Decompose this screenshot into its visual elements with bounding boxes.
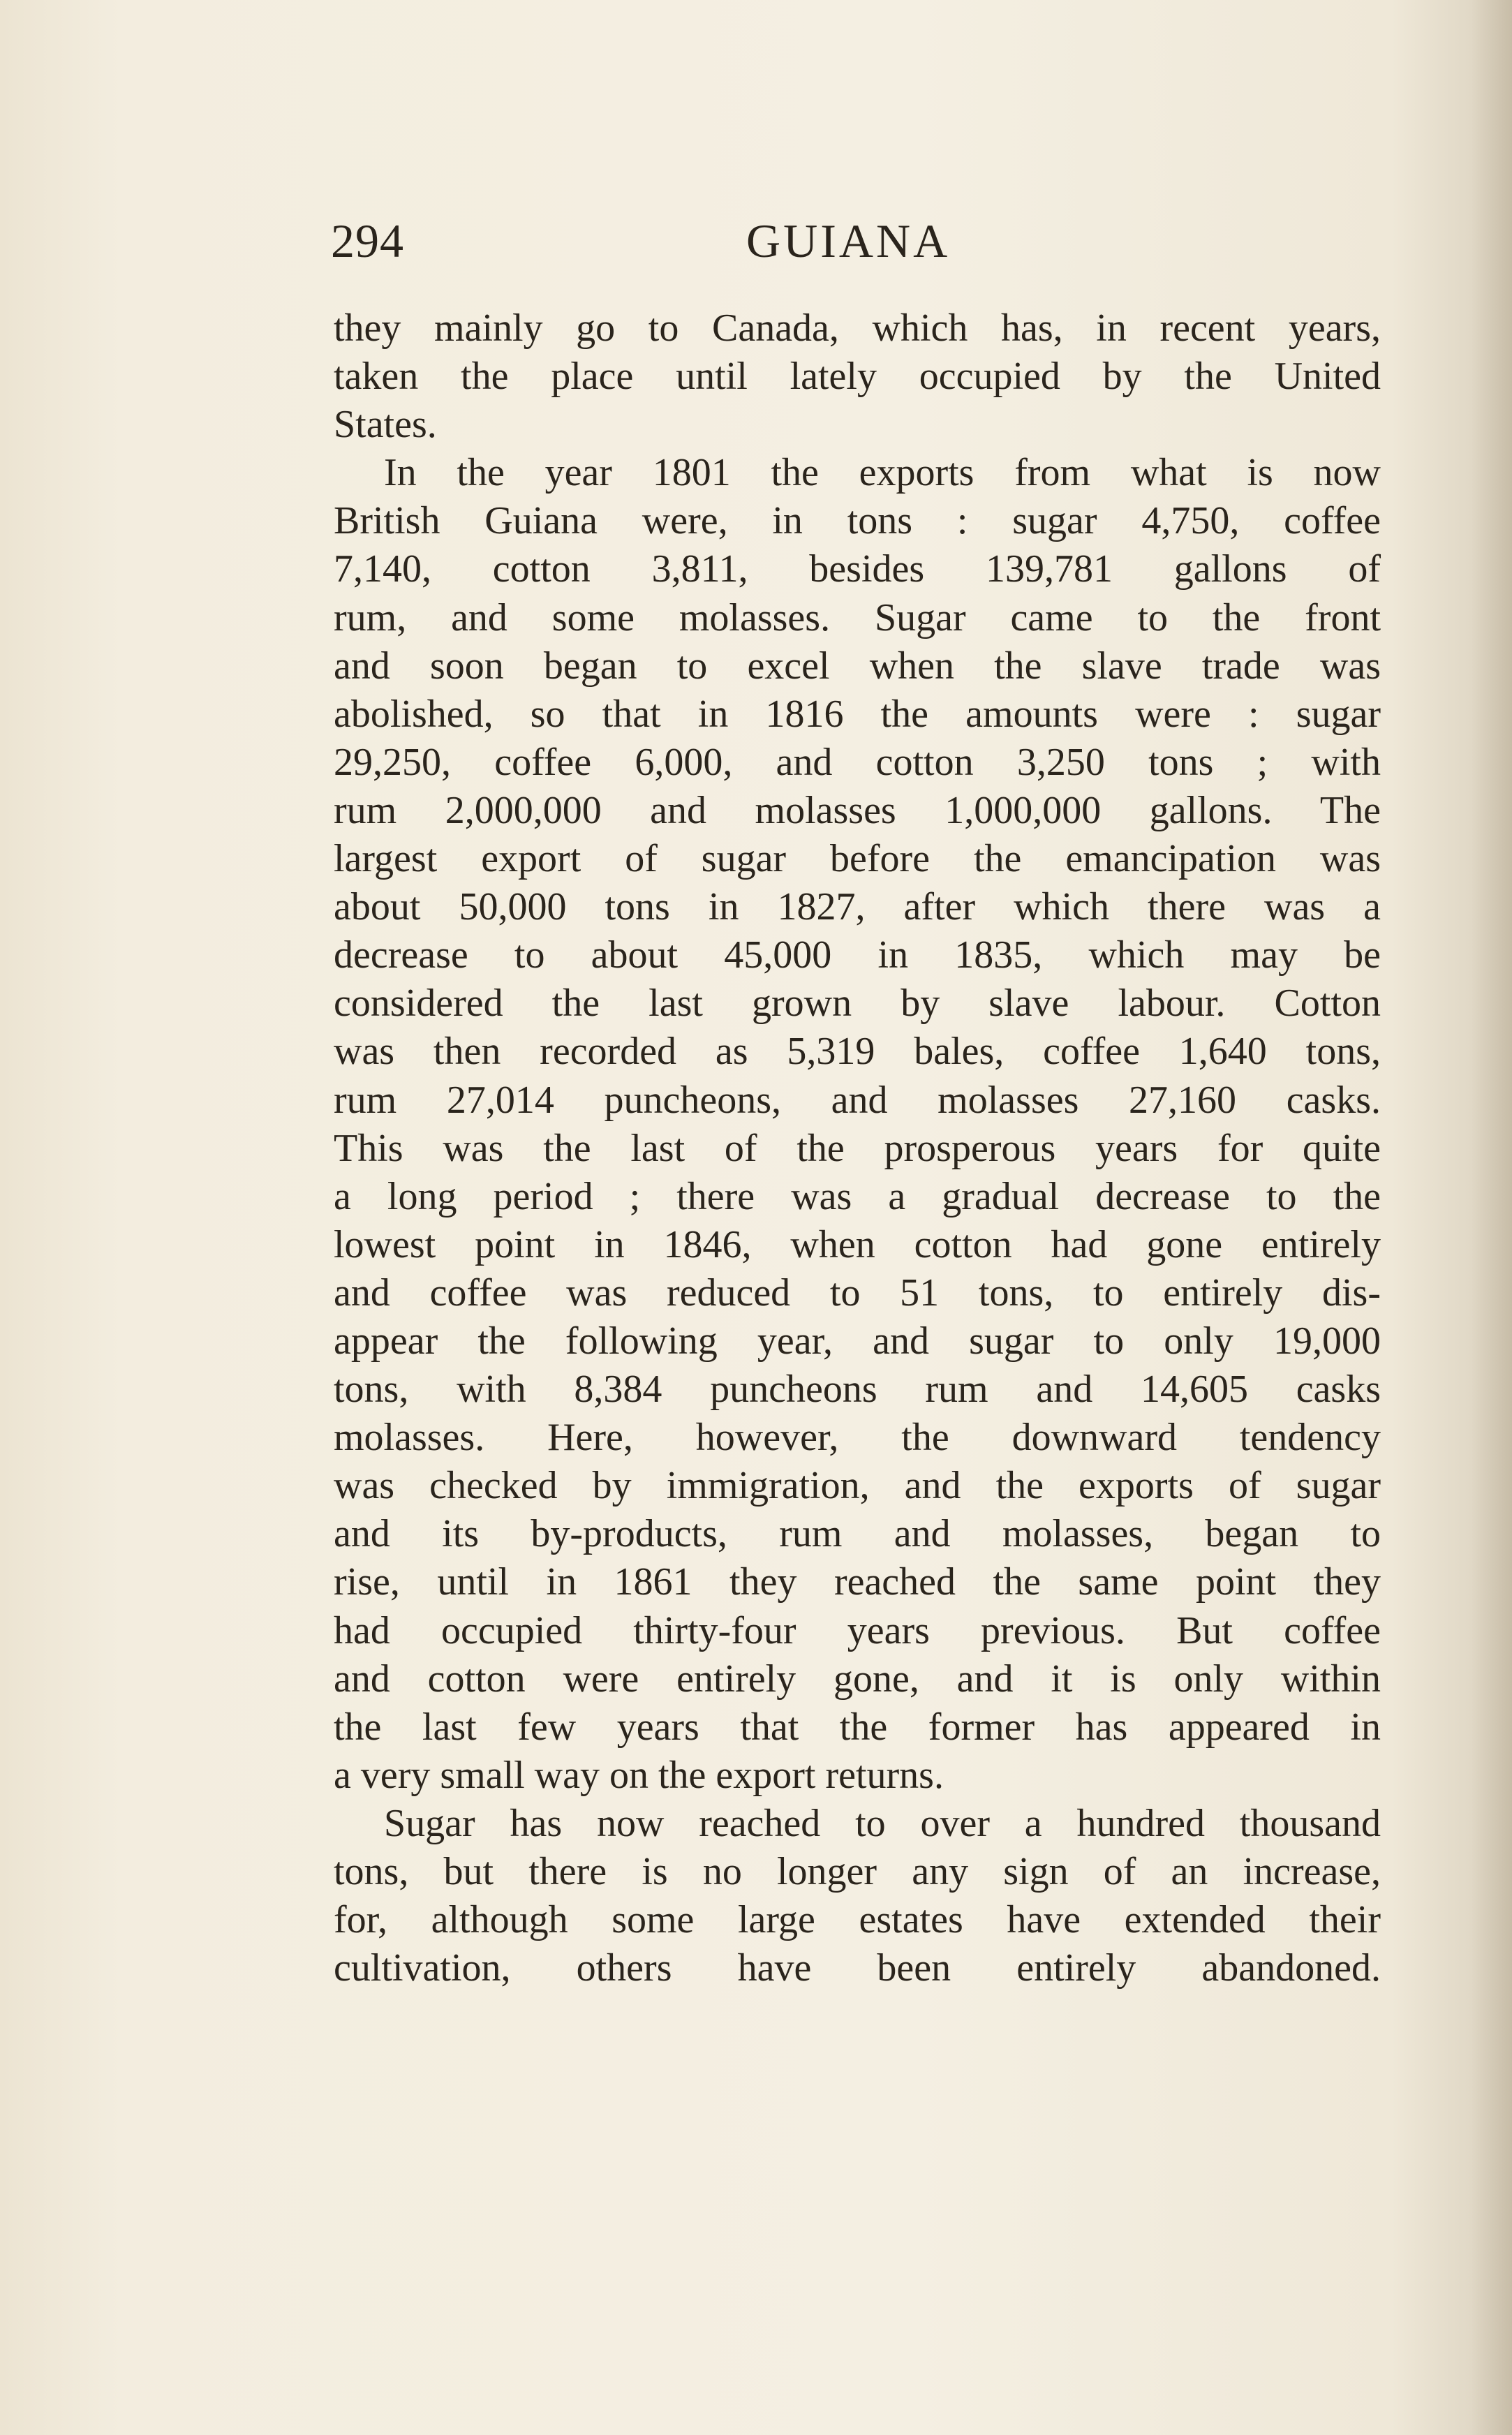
page-edge-shadow	[1470, 0, 1512, 2435]
running-head: GUIANA	[746, 214, 951, 267]
text-line: was checked by immigration, and the exports of sugar	[334, 1464, 1381, 1508]
text-line: for, although some large estates have extended their	[334, 1898, 1381, 1942]
text-line: considered the last grown by slave labour. Cotton	[334, 982, 1381, 1026]
text-line: about 50,000 tons in 1827, after which there was a	[334, 885, 1381, 929]
text-line: Sugar has now reached to over a hundred thousand	[384, 1801, 1381, 1845]
text-line: and soon began to excel when the slave trade was	[334, 644, 1381, 688]
text-line: the last few years that the former has appeared in	[334, 1705, 1381, 1749]
text-line: appear the following year, and sugar to only 19,000	[334, 1319, 1381, 1363]
text-line: In the year 1801 the exports from what is now	[384, 451, 1381, 495]
text-line: 29,250, coffee 6,000, and cotton 3,250 tons ; with	[334, 740, 1381, 784]
text-line: tons, but there is no longer any sign of an increase,	[334, 1850, 1381, 1893]
text-line: rum 2,000,000 and molasses 1,000,000 gallons. The	[334, 788, 1381, 832]
text-line: British Guiana were, in tons : sugar 4,750, coffee	[334, 499, 1381, 543]
text-line: cultivation, others have been entirely abandoned.	[334, 1946, 1381, 1990]
text-line: a long period ; there was a gradual decrease to the	[334, 1174, 1381, 1218]
page-header	[331, 209, 1378, 272]
text-line: and cotton were entirely gone, and it is only within	[334, 1657, 1381, 1701]
text-line: taken the place until lately occupied by the United	[334, 355, 1381, 399]
text-line: was then recorded as 5,319 bales, coffee 1,640 tons,	[334, 1030, 1381, 1074]
text-line: rum, and some molasses. Sugar came to the front	[334, 595, 1381, 639]
text-line: This was the last of the prosperous years for quite	[334, 1126, 1381, 1170]
text-line: a very small way on the export returns.	[334, 1753, 944, 1797]
text-line: they mainly go to Canada, which has, in recent years,	[334, 306, 1381, 350]
text-line: rum 27,014 puncheons, and molasses 27,160 casks.	[334, 1078, 1381, 1122]
text-line: lowest point in 1846, when cotton had gone entirely	[334, 1222, 1381, 1266]
text-line: decrease to about 45,000 in 1835, which may be	[334, 933, 1381, 977]
text-line: States.	[334, 403, 437, 447]
page-number: 294	[331, 214, 404, 267]
text-line: largest export of sugar before the emancipation was	[334, 837, 1381, 881]
text-line: 7,140, cotton 3,811, besides 139,781 gallons of	[334, 547, 1381, 591]
text-line: and coffee was reduced to 51 tons, to entirely dis-	[334, 1271, 1381, 1315]
body-text	[334, 304, 1381, 1992]
text-line: molasses. Here, however, the downward tendency	[334, 1416, 1381, 1460]
text-line: and its by-products, rum and molasses, began to	[334, 1512, 1381, 1556]
text-line: rise, until in 1861 they reached the same point they	[334, 1560, 1381, 1604]
text-line: tons, with 8,384 puncheons rum and 14,605 casks	[334, 1368, 1381, 1412]
text-line: abolished, so that in 1816 the amounts were : sugar	[334, 692, 1381, 736]
text-line: had occupied thirty-four years previous. But coffee	[334, 1608, 1381, 1652]
